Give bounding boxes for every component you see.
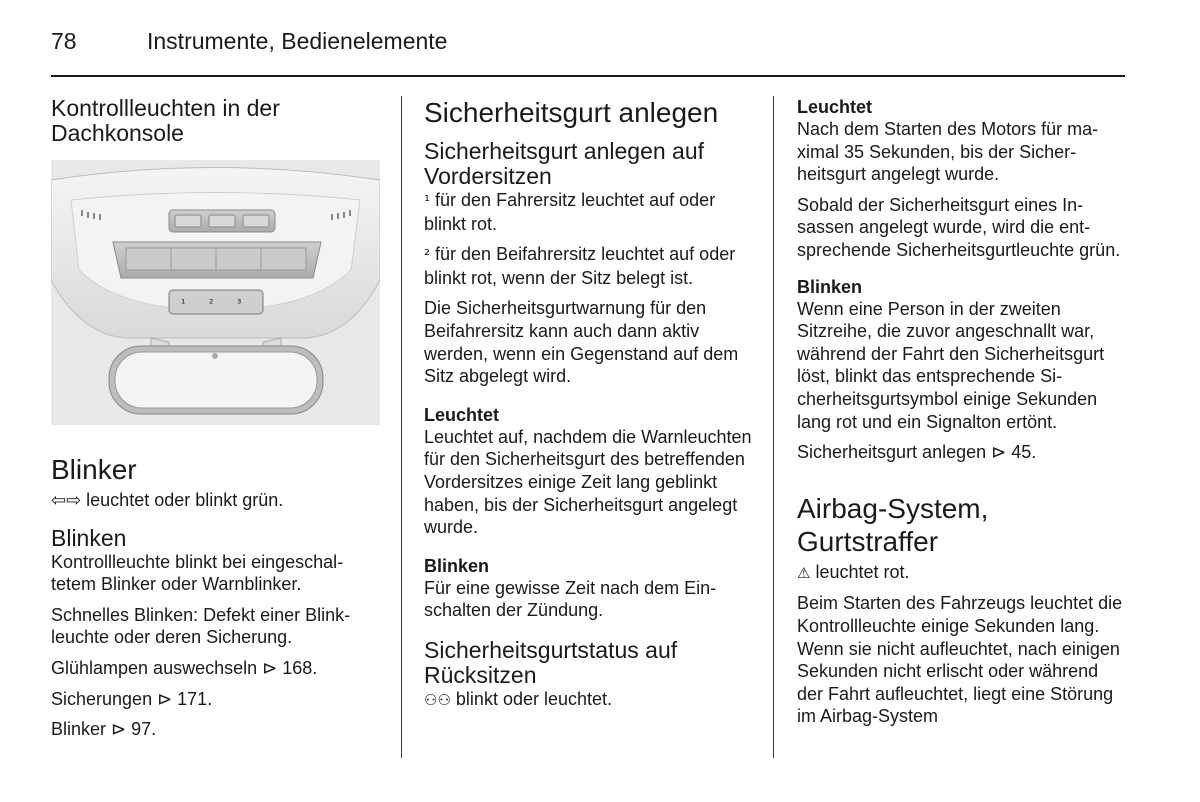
driver-seat-paragraph: ¹ für den Fahrersitz leuchtet auf oder blinkt rot. (424, 190, 716, 234)
column-middle (424, 96, 754, 712)
blinken-heading: Blinken (797, 276, 863, 297)
reference-gluehlampen: Glühlampen auswechseln ⊳ 168. (51, 657, 318, 678)
leuchtet-heading: Leuchtet (424, 404, 500, 425)
airbag-icon: ⚠ (797, 563, 811, 582)
header-rule (51, 75, 1125, 77)
page-number: 78 (51, 28, 77, 54)
blinken-paragraph: Wenn eine Person in der zweiten Sitzreihe, die zuvor angeschnallt war, während der Fahrt den Sicherheitsgurt löst, blinkt das entsprechende Sicherheitsgurtsymbol einige Sekunden lang rot und ein Signalton ertönt. (797, 298, 1105, 432)
svg-text:²: ² (209, 297, 214, 310)
section-title: Kontrollleuchten in der Dachkonsole (51, 95, 280, 146)
seatbelt-rear-icon: ⚇⚇ (424, 690, 451, 709)
reference-blinker: Blinker ⊳ 97. (51, 719, 157, 740)
warning-paragraph: Die Sicherheitsgurtwarnung für den Beifahrersitz kann auch dann aktiv werden, wenn ein Gegenstand auf dem Sitz abgelegt wird. (424, 298, 739, 387)
blinker-heading: Blinker (51, 454, 137, 485)
chapter-title: Instrumente, Bedienelemente (147, 28, 448, 54)
column-right (797, 96, 1127, 728)
column-divider (401, 96, 402, 758)
svg-text:¹: ¹ (181, 297, 186, 310)
leuchtet-paragraph: Leuchtet auf, nachdem die Warnleuchten für den Sicherheitsgurt des betreffenden Vordersitzes einige Zeit lang geblinkt haben, bis der Sicherheitsgurt angelegt wurde. (424, 426, 752, 538)
column-left (51, 96, 381, 741)
blinken-heading: Blinken (424, 555, 490, 576)
seatbelt-passenger-icon: ² (424, 246, 431, 265)
svg-text:³: ³ (237, 297, 242, 310)
reference-sicherungen: Sicherungen ⊳ 171. (51, 688, 213, 709)
leuchtet-heading: Leuchtet (797, 97, 873, 117)
airbag-indicator-paragraph: ⚠ leuchtet rot. (797, 561, 910, 582)
column-divider (773, 96, 774, 758)
leuchtet-paragraph: Nach dem Starten des Motors für maximal 35 Sekunden, bis der Sicherheitsgurt angelegt wurde. (797, 119, 1099, 185)
airbag-description-paragraph: Beim Starten des Fahrzeugs leuchtet die Kontrollleuchte einige Sekunden lang. Wenn sie nicht aufleuchtet, nach einigen Sekunden nicht erlischt oder während der Fahrt aufleuchtet, liegt eine Störung im Airbag-System (797, 593, 1123, 727)
belt-fastened-paragraph: Sobald der Sicherheitsgurt eines Insassen angelegt wurde, wird die entsprechende Sicherheitsgurtleuchte grün. (797, 194, 1121, 260)
front-seats-subheading: Sicherheitsgurt anlegen auf Vordersitzen (424, 138, 705, 189)
blinken-paragraph: Für eine gewisse Zeit nach dem Einschalten der Zündung. (424, 577, 717, 621)
passenger-seat-paragraph: ² für den Beifahrersitz leuchtet auf oder blinkt rot, wenn der Sitz belegt ist. (424, 244, 736, 288)
blinken-heading: Blinken (51, 524, 127, 551)
overhead-console-image (51, 160, 380, 425)
overhead-console-illustration (51, 160, 380, 425)
blinker-text: ⇦⇨ leuchtet oder blinkt grün. (51, 490, 284, 510)
rear-seats-subheading: Sicherheitsgurtstatus auf Rücksitzen (424, 636, 678, 688)
reference-sicherheitsgurt: Sicherheitsgurt anlegen ⊳ 45. (797, 442, 1037, 463)
rear-seats-paragraph: ⚇⚇ blinkt oder leuchtet. (424, 688, 613, 709)
airbag-heading: Airbag-System, Gurtstraffer (797, 492, 989, 557)
blinken-paragraph: Kontrollleuchte blinkt bei eingeschaltetem Blinker oder Warnblinker. (51, 551, 344, 595)
seatbelt-driver-icon: ¹ (424, 192, 431, 210)
blinken-defect-paragraph: Schnelles Blinken: Defekt einer Blinkleuchte oder deren Sicherung. (51, 604, 351, 648)
seatbelt-heading: Sicherheitsgurt anlegen (424, 97, 719, 128)
